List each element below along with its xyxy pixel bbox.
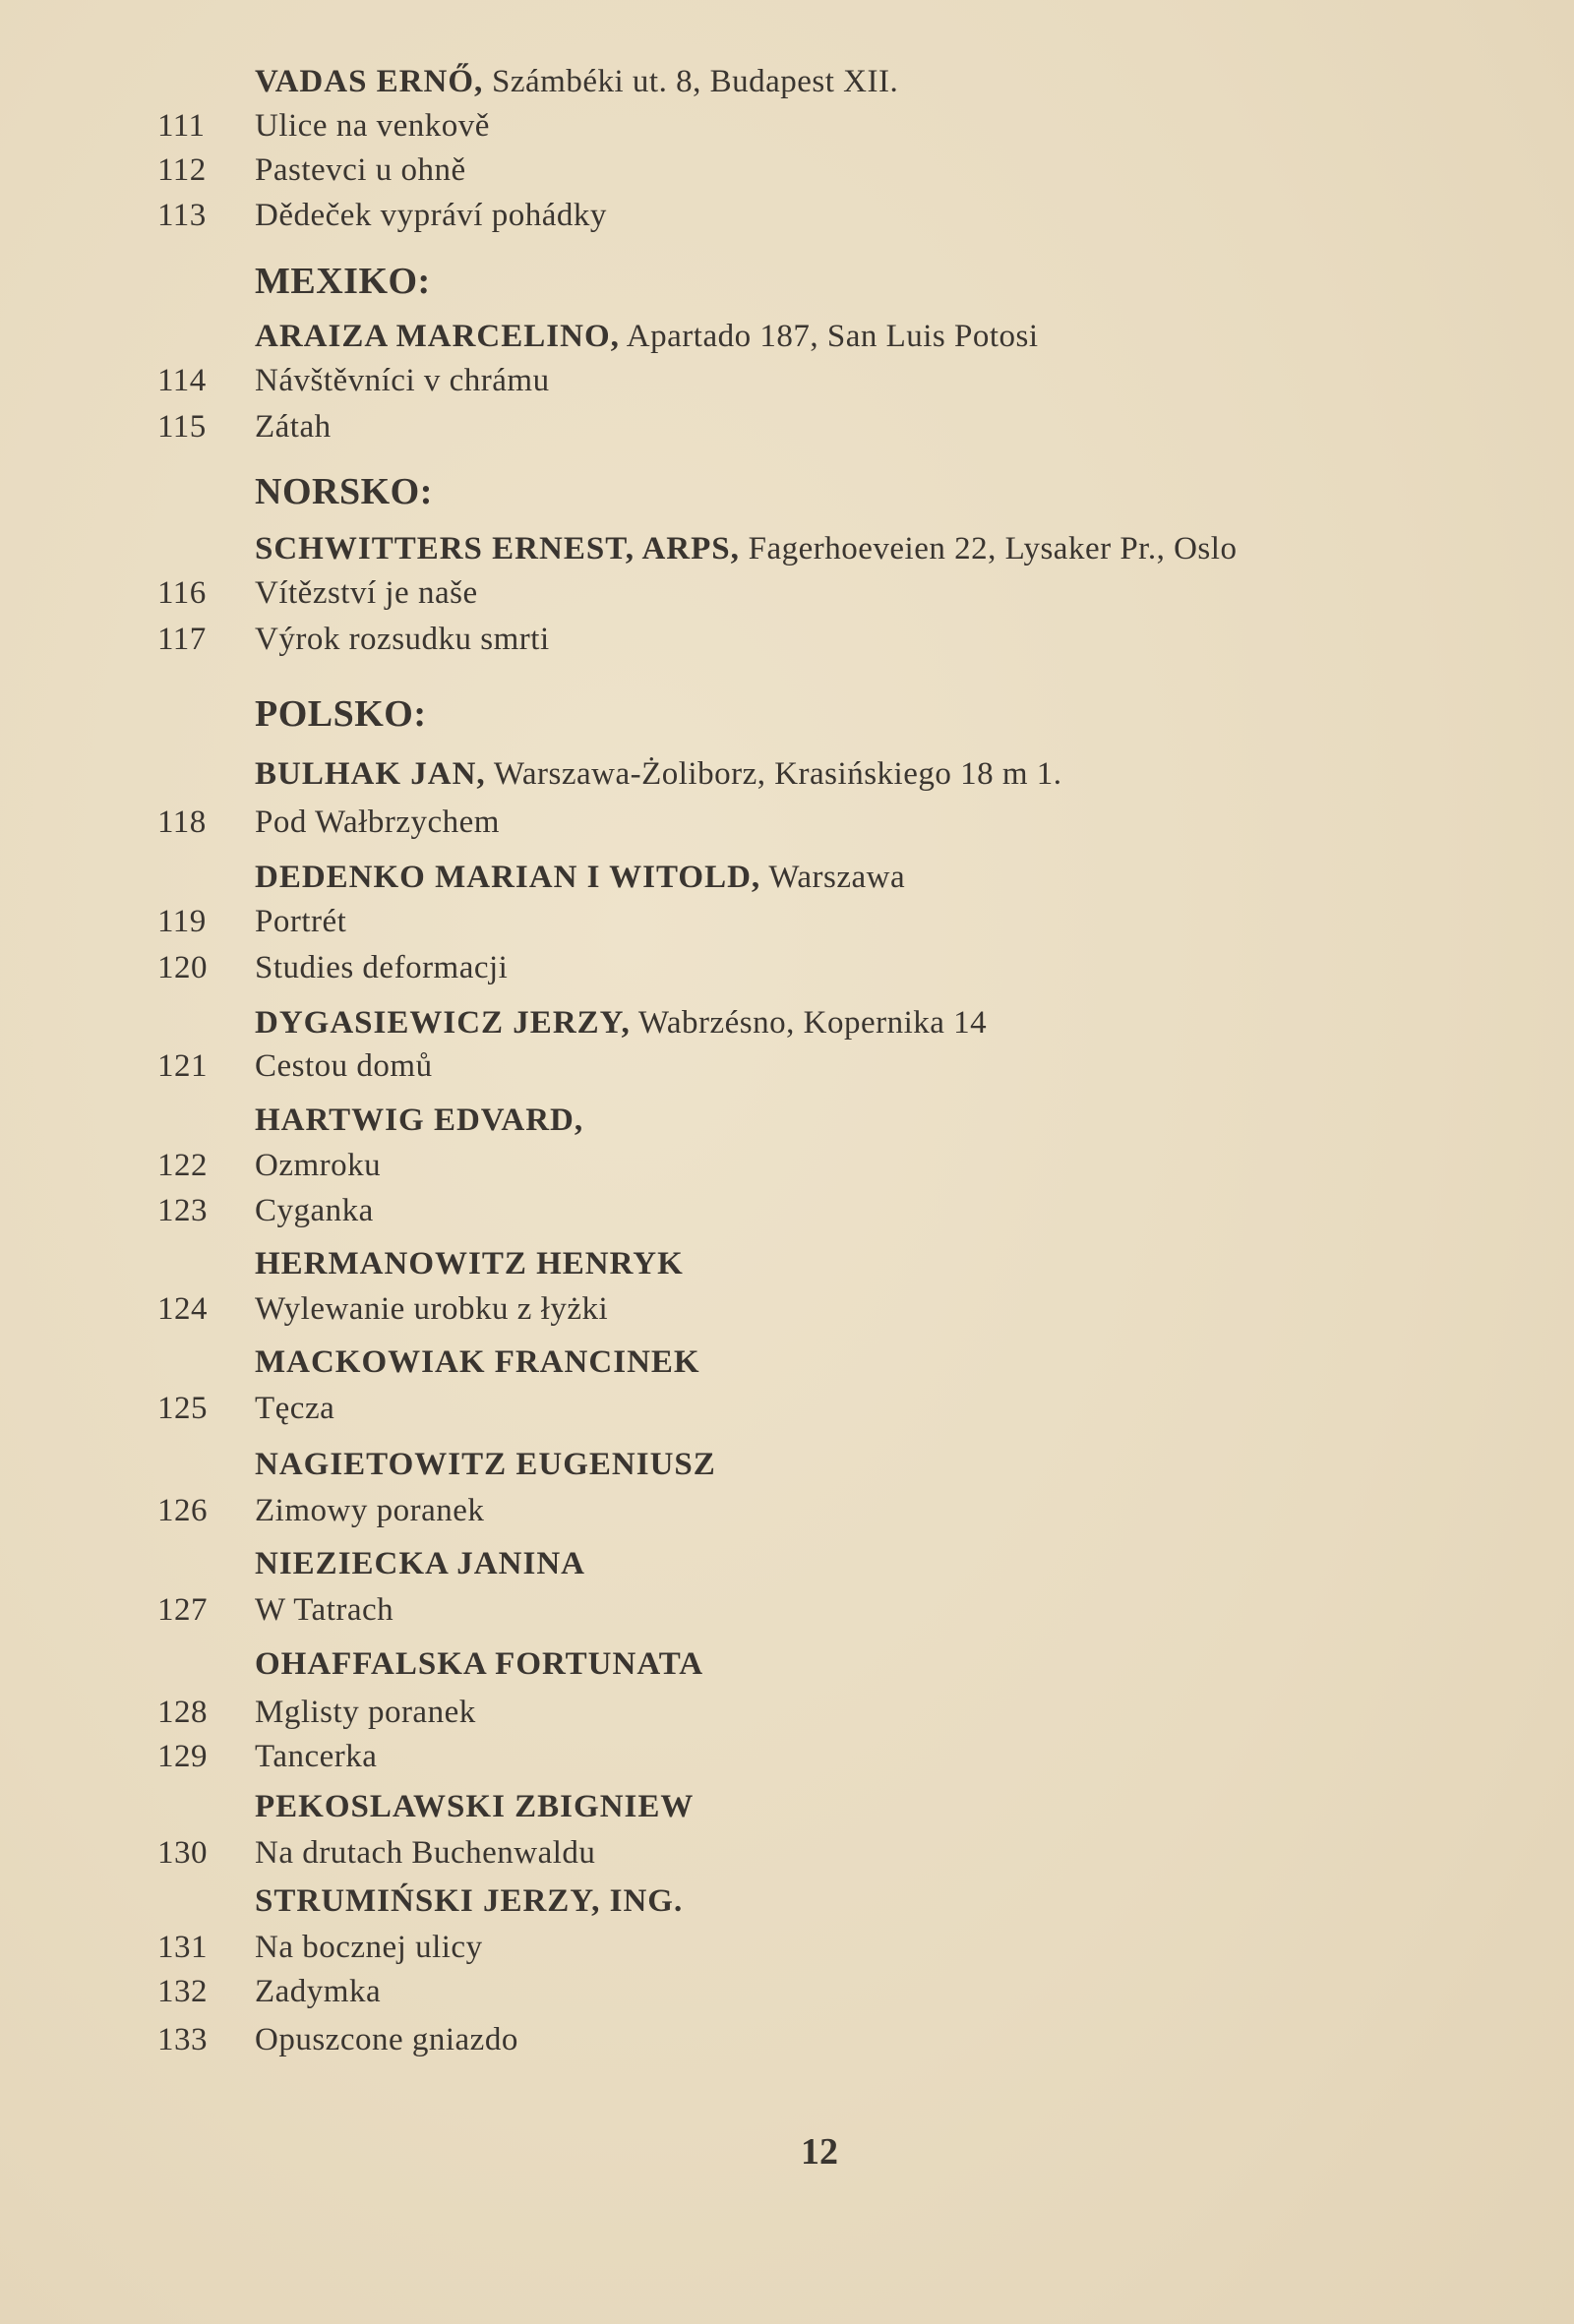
work-title: W Tatrach [255,1592,394,1628]
artist-name: SCHWITTERS ERNEST, ARPS, [255,531,740,566]
page-number: 12 [801,2131,838,2173]
catalogue-number: 120 [157,950,208,985]
work-title: Wylewanie urobku z łyżki [255,1291,609,1327]
catalogue-number: 131 [157,1930,208,1965]
work-title: Výrok rozsudku smrti [255,622,550,657]
work-title: Cyganka [255,1193,374,1228]
artist-name: DYGASIEWICZ JERZY, [255,1005,631,1041]
artist-address: Wabrzésno, Kopernika 14 [630,1005,988,1041]
work-title: Tęcza [255,1391,335,1426]
artist-name: ARAIZA MARCELINO, [255,319,620,354]
catalogue-number: 116 [157,575,207,611]
artist-address: Fagerhoeveien 22, Lysaker Pr., Oslo [739,531,1238,566]
work-title: Zimowy poranek [255,1493,485,1528]
catalogue-number: 127 [157,1592,208,1628]
work-title: Tancerka [255,1739,378,1774]
work-title: Opuszcone gniazdo [255,2022,518,2057]
catalogue-number: 118 [157,804,207,840]
catalogue-number: 132 [157,1974,208,2009]
catalogue-number: 113 [157,198,207,233]
work-title: Na drutach Buchenwaldu [255,1835,596,1871]
work-title: Dědeček vypráví pohádky [255,198,607,233]
work-title: Ulice na venkově [255,108,490,144]
work-title: Zadymka [255,1974,382,2009]
catalogue-number: 122 [157,1148,208,1183]
artist-name: DEDENKO MARIAN I WITOLD, [255,860,761,895]
country-name: NORSKO: [255,471,433,512]
work-title: Pastevci u ohně [255,152,466,188]
artist-name: HARTWIG EDVARD, [255,1102,584,1138]
artist-name: OHAFFALSKA FORTUNATA [255,1646,704,1682]
work-title: Mglisty poranek [255,1695,476,1730]
catalogue-number: 130 [157,1835,208,1871]
work-title: Návštěvníci v chrámu [255,363,550,398]
work-title: Pod Wałbrzychem [255,804,500,840]
catalogue-number: 121 [157,1048,208,1084]
catalogue-number: 129 [157,1739,208,1774]
artist-address: Warszawa-Żoliborz, Krasińskiego 18 m 1. [485,756,1062,792]
artist-name: PEKOSLAWSKI ZBIGNIEW [255,1789,695,1824]
work-title: Portrét [255,904,347,939]
artist-address: Számbéki ut. 8, Budapest XII. [483,64,899,99]
work-title: Vítězství je naše [255,575,478,611]
catalogue-number: 126 [157,1493,208,1528]
work-title: Zátah [255,409,332,445]
catalogue-number: 112 [157,152,207,188]
artist-name: STRUMIŃSKI JERZY, ING. [255,1883,684,1919]
catalogue-number: 128 [157,1695,208,1730]
work-title: Ozmroku [255,1148,382,1183]
catalogue-number: 114 [157,363,207,398]
country-name: POLSKO: [255,693,427,735]
catalogue-number: 125 [157,1391,208,1426]
catalogue-number: 117 [157,622,207,657]
work-title: Cestou domů [255,1048,433,1084]
artist-address: Apartado 187, San Luis Potosi [619,319,1039,354]
artist-name: BULHAK JAN, [255,756,486,792]
artist-address: Warszawa [760,860,906,895]
artist-name: NAGIETOWITZ EUGENIUSZ [255,1447,716,1482]
catalogue-number: 123 [157,1193,208,1228]
catalogue-number: 115 [157,409,207,445]
artist-name: VADAS ERNŐ, [255,64,484,99]
artist-name: HERMANOWITZ HENRYK [255,1246,684,1281]
country-name: MEXIKO: [255,261,431,302]
catalogue-number: 111 [157,108,206,144]
artist-name: MACKOWIAK FRANCINEK [255,1344,700,1380]
artist-name: NIEZIECKA JANINA [255,1546,585,1581]
catalogue-number: 133 [157,2022,208,2057]
catalogue-number: 119 [157,904,207,939]
work-title: Na bocznej ulicy [255,1930,483,1965]
catalogue-number: 124 [157,1291,208,1327]
work-title: Studies deformacji [255,950,509,985]
